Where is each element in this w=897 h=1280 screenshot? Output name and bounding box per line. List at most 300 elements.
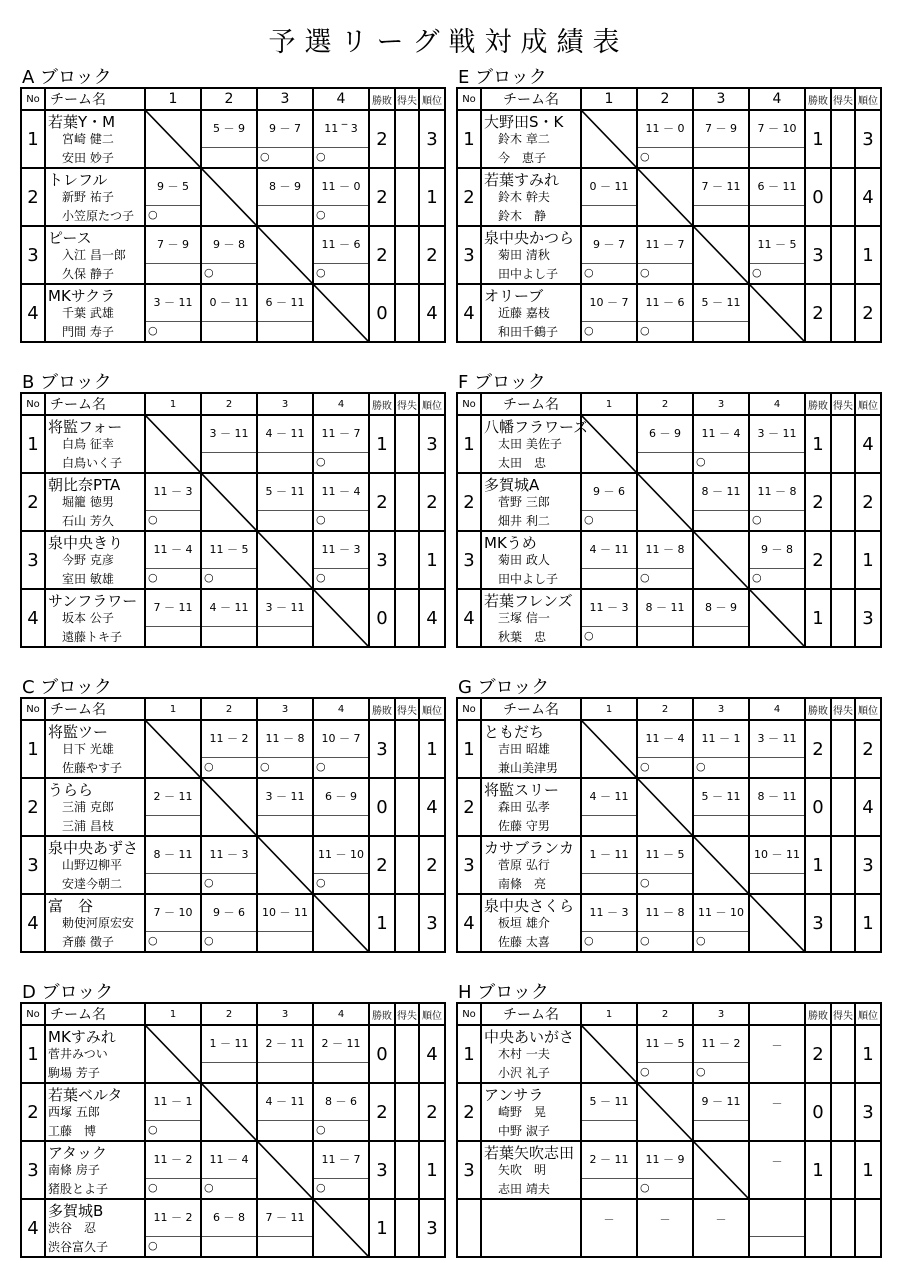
score-cell xyxy=(581,1199,637,1257)
rank: 3 xyxy=(419,894,445,952)
win-circle: ○ xyxy=(696,760,706,773)
rank: 1 xyxy=(855,894,881,952)
header-col-2: 2 xyxy=(637,1003,693,1025)
block-label: D ブロック xyxy=(22,982,114,1003)
diagonal-line xyxy=(694,1142,748,1198)
match-score: 6 － 8 xyxy=(202,1200,256,1237)
player-1: 鈴木 幹夫 xyxy=(498,190,550,204)
header-col-3: 3 xyxy=(693,698,749,720)
player-1: 千葉 武雄 xyxy=(62,306,114,320)
team-name: 若葉ベルタ xyxy=(48,1086,123,1104)
rank: 3 xyxy=(855,1083,881,1141)
win-count: 1 xyxy=(369,1199,395,1257)
win-circle: ○ xyxy=(584,629,594,642)
team-name: 若葉フレンズ xyxy=(484,592,573,610)
point-diff xyxy=(395,226,419,284)
player-2: 安達今朝二 xyxy=(62,877,123,891)
match-score: 11 － 3 xyxy=(582,590,636,627)
score-cell xyxy=(257,473,313,531)
win-circle: ○ xyxy=(640,150,650,163)
score-cell xyxy=(257,1083,313,1141)
player-1: 三塚 信一 xyxy=(498,611,550,625)
player-1: 崎野 晃 xyxy=(498,1105,547,1119)
rank: 1 xyxy=(855,1025,881,1083)
team-cell xyxy=(481,720,581,778)
header-rank: 順位 xyxy=(419,393,445,415)
diagonal-line xyxy=(202,1084,256,1140)
rank: 3 xyxy=(855,110,881,168)
team-row xyxy=(457,1025,881,1083)
win-circle: ○ xyxy=(148,513,158,526)
match-score: 7 － 10 xyxy=(750,111,804,148)
score-cell xyxy=(637,110,693,168)
rank: 1 xyxy=(419,720,445,778)
header-row xyxy=(21,698,445,720)
score-cell xyxy=(201,284,257,342)
header-team: チーム名 xyxy=(45,698,145,720)
player-2: 兼山美津男 xyxy=(498,761,559,775)
player-2: 工藤 博 xyxy=(48,1124,97,1138)
player-1: 菊田 清秋 xyxy=(498,248,550,262)
player-1: 宮崎 健二 xyxy=(62,132,114,146)
point-diff xyxy=(395,473,419,531)
team-name: 中央あいがさ xyxy=(484,1028,575,1046)
point-diff xyxy=(395,531,419,589)
header-col-4: 4 xyxy=(749,393,805,415)
match-score: 11 － 5 xyxy=(750,227,804,264)
point-diff xyxy=(831,1025,855,1083)
win-count: 1 xyxy=(805,110,831,168)
win-count: 2 xyxy=(369,1083,395,1141)
score-cell xyxy=(749,531,805,589)
match-score: 11 － 4 xyxy=(202,1142,256,1179)
header-no: No xyxy=(457,1003,481,1025)
match-score: 9 － 7 xyxy=(582,227,636,264)
score-cell xyxy=(257,168,313,226)
page-title: 予選リーグ戦対成績表 xyxy=(268,27,629,58)
block-6 xyxy=(456,677,880,953)
diagonal-line xyxy=(638,169,692,225)
header-team: チーム名 xyxy=(45,88,145,110)
team-no: 3 xyxy=(457,836,481,894)
header-col-4: 4 xyxy=(749,698,805,720)
win-count: 2 xyxy=(369,110,395,168)
score-cell xyxy=(313,1141,369,1199)
player-1: 南條 房子 xyxy=(48,1163,100,1177)
team-name: トレフル xyxy=(48,171,108,189)
player-2: 鈴木 静 xyxy=(498,209,547,223)
diagonal-line xyxy=(146,721,200,777)
match-score: 11 － 2 xyxy=(694,1026,748,1063)
team-row xyxy=(21,531,445,589)
player-1: 西塚 五郎 xyxy=(48,1105,100,1119)
score-cell xyxy=(637,1199,693,1257)
player-1: 近藤 嘉枝 xyxy=(498,306,550,320)
win-circle: ○ xyxy=(640,760,650,773)
win-circle: ○ xyxy=(148,208,158,221)
diagonal-line xyxy=(314,895,368,951)
diagonal-line xyxy=(638,779,692,835)
win-count: 1 xyxy=(805,589,831,647)
header-col-4 xyxy=(749,1003,805,1025)
header-win: 勝敗 xyxy=(805,393,831,415)
rank: 1 xyxy=(855,1141,881,1199)
score-cell xyxy=(313,284,369,342)
win-circle: ○ xyxy=(584,513,594,526)
point-diff xyxy=(395,1141,419,1199)
team-name: MKうめ xyxy=(484,534,537,552)
diagonal-line xyxy=(314,1200,368,1256)
match-score: 11 － 8 xyxy=(638,895,692,932)
score-cell xyxy=(145,415,201,473)
team-no: 1 xyxy=(457,415,481,473)
header-col-4: 4 xyxy=(749,88,805,110)
win-count: 1 xyxy=(805,1141,831,1199)
header-col-3: 3 xyxy=(693,1003,749,1025)
team-row xyxy=(21,1141,445,1199)
score-cell xyxy=(145,473,201,531)
win-count: 3 xyxy=(805,226,831,284)
block-7 xyxy=(20,982,444,1258)
match-score: 11 － 10 xyxy=(314,837,368,874)
score-cell xyxy=(201,836,257,894)
header-col-3: 3 xyxy=(257,1003,313,1025)
team-cell xyxy=(45,284,145,342)
match-score: 11 － 4 xyxy=(694,416,748,453)
header-col-1: 1 xyxy=(581,1003,637,1025)
score-cell xyxy=(637,226,693,284)
match-score: 1 － 11 xyxy=(202,1026,256,1063)
header-no: No xyxy=(21,1003,45,1025)
header-col-1: 1 xyxy=(145,698,201,720)
team-no: 3 xyxy=(457,1141,481,1199)
match-score: 2 － 11 xyxy=(582,1142,636,1179)
score-cell xyxy=(749,110,805,168)
point-diff xyxy=(831,778,855,836)
score-cell xyxy=(693,720,749,778)
rank: 1 xyxy=(419,531,445,589)
score-cell xyxy=(313,473,369,531)
score-cell xyxy=(201,226,257,284)
team-no: 3 xyxy=(21,836,45,894)
score-cell xyxy=(749,589,805,647)
match-score: 11 － 4 xyxy=(638,721,692,758)
player-1: 渋谷 忍 xyxy=(48,1221,97,1235)
win-circle: ○ xyxy=(640,571,650,584)
win-circle: ○ xyxy=(204,571,214,584)
header-col-2: 2 xyxy=(201,698,257,720)
team-no xyxy=(457,1199,481,1257)
player-1: 堀籠 徳男 xyxy=(62,495,114,509)
team-no: 2 xyxy=(457,1083,481,1141)
player-2: 遠藤トキ子 xyxy=(62,630,123,644)
point-diff xyxy=(395,110,419,168)
header-win: 勝敗 xyxy=(369,88,395,110)
team-name: 将監ツー xyxy=(48,723,109,741)
team-no: 2 xyxy=(21,778,45,836)
rank: 4 xyxy=(855,415,881,473)
win-circle: ○ xyxy=(316,760,326,773)
team-row xyxy=(21,1083,445,1141)
team-row xyxy=(457,1083,881,1141)
team-cell xyxy=(45,168,145,226)
diagonal-line xyxy=(314,590,368,646)
player-2: 白鳥いく子 xyxy=(62,456,123,470)
win-circle: ○ xyxy=(316,513,326,526)
match-score: 11 － 9 xyxy=(638,1142,692,1179)
team-name: 若葉すみれ xyxy=(484,171,560,189)
team-cell xyxy=(45,1025,145,1083)
header-win: 勝敗 xyxy=(805,698,831,720)
team-no: 4 xyxy=(457,284,481,342)
diagonal-line xyxy=(202,169,256,225)
header-no: No xyxy=(457,393,481,415)
header-row xyxy=(21,1003,445,1025)
score-cell xyxy=(637,1083,693,1141)
header-team: チーム名 xyxy=(481,698,581,720)
point-diff xyxy=(395,415,419,473)
score-cell xyxy=(313,894,369,952)
win-count xyxy=(805,1199,831,1257)
point-diff xyxy=(831,836,855,894)
header-no: No xyxy=(21,88,45,110)
score-cell xyxy=(581,778,637,836)
diagonal-line xyxy=(638,474,692,530)
player-1: 三浦 克郎 xyxy=(62,800,114,814)
header-team: チーム名 xyxy=(481,393,581,415)
match-score: 4 － 11 xyxy=(258,1084,312,1121)
team-row xyxy=(21,589,445,647)
point-diff xyxy=(831,473,855,531)
match-score: 6 － 11 xyxy=(258,285,312,322)
match-score: 7 － 11 xyxy=(146,590,200,627)
match-score: － xyxy=(715,1213,727,1226)
match-score: 10 － 11 xyxy=(258,895,312,932)
league-table xyxy=(456,1002,882,1258)
match-score: － xyxy=(603,1213,615,1226)
team-name: サンフラワー xyxy=(48,592,138,610)
score-cell xyxy=(749,1083,805,1141)
header-col-1: 1 xyxy=(581,698,637,720)
match-score: 11 － 4 xyxy=(146,532,200,569)
win-circle: ○ xyxy=(316,150,326,163)
header-rank: 順位 xyxy=(855,88,881,110)
team-row xyxy=(21,836,445,894)
win-count: 2 xyxy=(805,720,831,778)
win-circle: ○ xyxy=(584,266,594,279)
team-name: 八幡フラワーズ xyxy=(484,418,589,436)
rank: 3 xyxy=(419,1199,445,1257)
team-cell xyxy=(481,473,581,531)
score-cell xyxy=(313,226,369,284)
header-col-2: 2 xyxy=(637,698,693,720)
match-score: 8 － 11 xyxy=(750,779,804,816)
player-1: 太田 美佐子 xyxy=(498,437,562,451)
player-2: 佐藤 太喜 xyxy=(498,935,550,949)
match-score: 11 － 2 xyxy=(202,721,256,758)
rank: 1 xyxy=(419,1141,445,1199)
win-count: 2 xyxy=(805,284,831,342)
player-1: 菊田 政人 xyxy=(498,553,550,567)
point-diff xyxy=(831,1199,855,1257)
team-row xyxy=(457,720,881,778)
team-row xyxy=(457,1141,881,1199)
block-label: B ブロック xyxy=(22,372,112,393)
team-cell xyxy=(45,778,145,836)
score-cell xyxy=(257,415,313,473)
score-cell xyxy=(581,1141,637,1199)
score-cell xyxy=(313,415,369,473)
player-2: 秋葉 忠 xyxy=(498,630,547,644)
player-1: 板垣 雄介 xyxy=(498,916,550,930)
team-no: 1 xyxy=(21,415,45,473)
score-cell xyxy=(749,226,805,284)
win-circle: ○ xyxy=(752,571,762,584)
match-score: 5 － 11 xyxy=(694,779,748,816)
rank: 2 xyxy=(855,720,881,778)
match-score: 11 － 3 xyxy=(314,532,368,569)
team-row xyxy=(457,226,881,284)
header-row xyxy=(457,698,881,720)
header-team: チーム名 xyxy=(45,393,145,415)
team-name: 若葉Y・M xyxy=(48,113,116,131)
diagonal-line xyxy=(582,416,636,472)
team-cell xyxy=(45,894,145,952)
team-row xyxy=(457,284,881,342)
win-count: 3 xyxy=(369,1141,395,1199)
match-score: 11 － 6 xyxy=(314,227,368,264)
score-cell xyxy=(637,894,693,952)
score-cell xyxy=(581,894,637,952)
team-cell xyxy=(45,110,145,168)
point-diff xyxy=(831,531,855,589)
score-cell xyxy=(145,720,201,778)
team-row xyxy=(457,894,881,952)
score-cell xyxy=(581,284,637,342)
point-diff xyxy=(831,168,855,226)
header-col-3: 3 xyxy=(257,88,313,110)
win-circle: ○ xyxy=(204,1181,214,1194)
score-cell xyxy=(313,836,369,894)
match-score: 8 － 11 xyxy=(694,474,748,511)
point-diff xyxy=(395,894,419,952)
score-cell xyxy=(201,473,257,531)
team-row xyxy=(457,473,881,531)
match-score: 0 － 11 xyxy=(202,285,256,322)
player-1: 矢吹 明 xyxy=(498,1163,547,1177)
match-score: 2 － 11 xyxy=(146,779,200,816)
team-cell xyxy=(481,168,581,226)
player-2: 門間 寿子 xyxy=(62,325,114,339)
team-name: 泉中央かつら xyxy=(484,229,575,247)
score-cell xyxy=(749,778,805,836)
header-row xyxy=(21,393,445,415)
score-cell xyxy=(201,1199,257,1257)
match-score: 11 － 10 xyxy=(694,895,748,932)
point-diff xyxy=(831,1141,855,1199)
team-name: 多賀城B xyxy=(48,1202,104,1220)
win-count: 2 xyxy=(805,1025,831,1083)
win-circle: ○ xyxy=(204,934,214,947)
diagonal-line xyxy=(694,837,748,893)
block-1 xyxy=(20,67,444,343)
team-row xyxy=(21,415,445,473)
diagonal-line xyxy=(258,227,312,283)
rank: 4 xyxy=(419,1025,445,1083)
header-team: チーム名 xyxy=(481,1003,581,1025)
win-count: 3 xyxy=(369,531,395,589)
header-col-3: 3 xyxy=(693,88,749,110)
team-row xyxy=(21,110,445,168)
team-cell xyxy=(45,1199,145,1257)
diagonal-line xyxy=(202,474,256,530)
team-row xyxy=(21,778,445,836)
win-count: 1 xyxy=(369,415,395,473)
match-score: 11 － 2 xyxy=(146,1142,200,1179)
win-count: 3 xyxy=(369,720,395,778)
team-no: 1 xyxy=(21,110,45,168)
score-cell xyxy=(145,836,201,894)
score-cell xyxy=(145,531,201,589)
win-count: 0 xyxy=(369,1025,395,1083)
team-name: 富 谷 xyxy=(48,897,94,915)
diagonal-line xyxy=(582,111,636,167)
win-circle: ○ xyxy=(148,324,158,337)
team-no: 3 xyxy=(21,531,45,589)
match-score: 7 － 9 xyxy=(146,227,200,264)
match-score: 11 － 1 xyxy=(694,721,748,758)
match-score: 11 － 8 xyxy=(258,721,312,758)
team-name: 大野田S・K xyxy=(484,113,564,131)
player-2: 三浦 昌枝 xyxy=(62,819,114,833)
score-cell xyxy=(693,110,749,168)
match-score: 11 － 3 xyxy=(202,837,256,874)
score-cell xyxy=(637,1025,693,1083)
score-cell xyxy=(145,1025,201,1083)
score-cell xyxy=(693,284,749,342)
score-cell xyxy=(313,778,369,836)
score-cell xyxy=(693,778,749,836)
score-cell xyxy=(693,531,749,589)
player-1: 吉田 昭雄 xyxy=(498,742,550,756)
score-cell xyxy=(257,1199,313,1257)
player-2: 斉藤 徴子 xyxy=(62,935,114,949)
match-score: 5 － 11 xyxy=(582,1084,636,1121)
team-name: 多賀城A xyxy=(484,476,540,494)
team-cell xyxy=(481,1025,581,1083)
score-cell xyxy=(201,168,257,226)
score-cell xyxy=(637,836,693,894)
win-circle: ○ xyxy=(640,324,650,337)
win-circle: ○ xyxy=(316,1123,326,1136)
match-score: 6 － 11 xyxy=(750,169,804,206)
header-win: 勝敗 xyxy=(369,1003,395,1025)
win-circle: ○ xyxy=(316,266,326,279)
player-1: 坂本 公子 xyxy=(62,611,114,625)
team-row xyxy=(21,473,445,531)
score-cell xyxy=(749,1025,805,1083)
win-count: 2 xyxy=(369,473,395,531)
score-cell xyxy=(145,284,201,342)
team-name: 将監スリー xyxy=(484,781,560,799)
score-cell xyxy=(637,415,693,473)
diagonal-line xyxy=(146,111,200,167)
score-cell xyxy=(693,226,749,284)
diagonal-line xyxy=(750,590,804,646)
win-count: 1 xyxy=(369,894,395,952)
score-cell xyxy=(637,589,693,647)
diagonal-line xyxy=(582,721,636,777)
